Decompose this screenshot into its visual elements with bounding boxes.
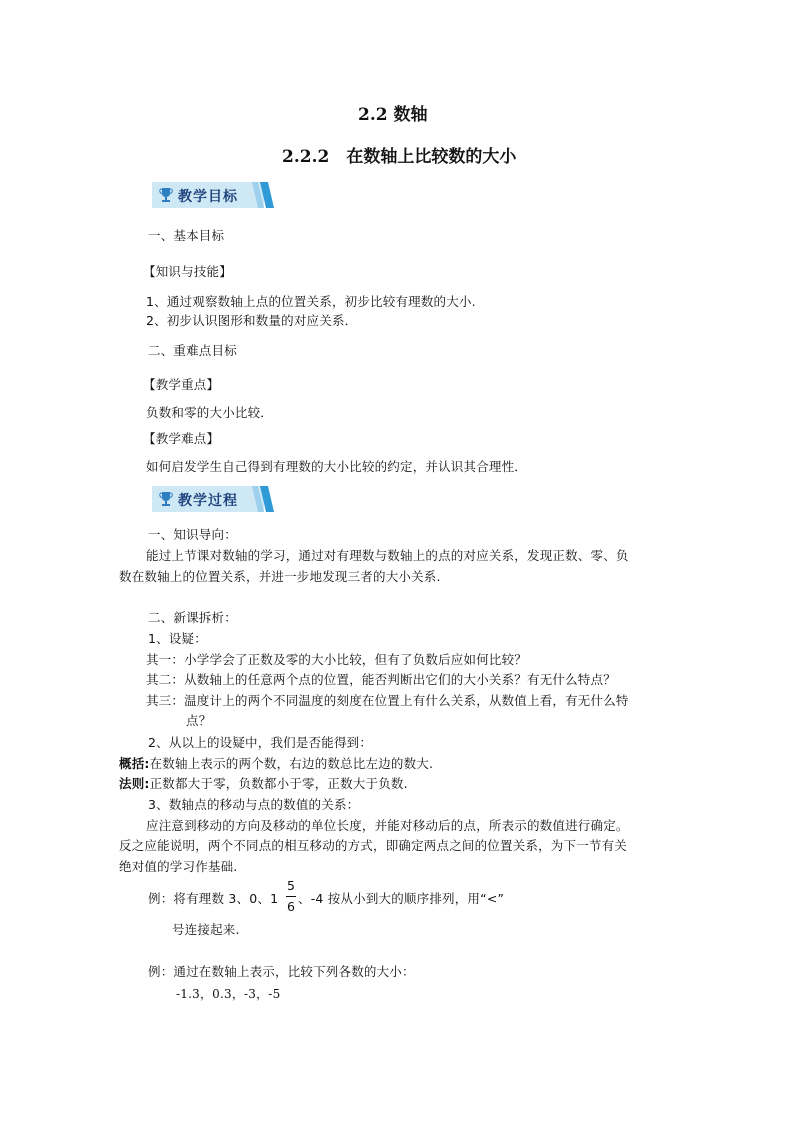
question-2: 其二：从数轴上的任意两个点的位置，能否判断出它们的大小关系？有无什么特点？ <box>146 672 616 687</box>
fraction-numerator: 5 <box>287 878 295 893</box>
knowledge-item-1: 1、通过观察数轴上点的位置关系，初步比较有理数的大小. <box>146 294 476 309</box>
focus-label: 【教学重点】 <box>143 377 220 392</box>
page-subtitle: 2.2.2 在数轴上比较数的大小 <box>282 147 517 167</box>
key-goal-heading: 二、重难点目标 <box>148 343 237 358</box>
teaching-goals-banner <box>152 182 274 208</box>
example-2-values: -1.3，0.3，-3，-5 <box>176 987 281 1001</box>
guide-paragraph-line-1: 能过上节课对数轴的学习，通过对有理数与数轴上的点的对应关系，发现正数、零、负 <box>146 548 629 563</box>
guide-heading: 一、知识导向： <box>148 527 237 542</box>
difficulty-text: 如何启发学生自己得到有理数的大小比较的约定，并认识其合理性． <box>146 459 528 474</box>
derive-heading: 2、从以上的设疑中，我们是否能得到： <box>148 735 373 750</box>
example-1-prefix: 例：将有理数 3、0、1 <box>148 891 279 906</box>
summary-line <box>119 754 433 772</box>
summary-label: 概括: <box>119 756 150 771</box>
example-1-line-2: 号连接起来. <box>172 922 240 937</box>
summary-text: 在数轴上表示的两个数，右边的数总比左边的数大. <box>149 756 434 771</box>
fraction-denominator: 6 <box>287 899 295 914</box>
focus-text: 负数和零的大小比较． <box>146 405 274 420</box>
example-2-line-1: 例：通过在数轴上表示，比较下列各数的大小： <box>148 964 415 979</box>
move-paragraph-line-1: 应注意到移动的方向及移动的单位长度，并能对移动后的点，所表示的数值进行确定。 <box>146 818 629 833</box>
question-heading: 1、设疑： <box>148 631 207 646</box>
move-paragraph-line-3: 绝对值的学习作基础. <box>119 859 238 874</box>
rule-label: 法则: <box>119 776 150 791</box>
new-lesson-heading: 二、新课拆析： <box>148 610 237 625</box>
page-title: 2.2 数轴 <box>358 105 428 125</box>
move-paragraph-line-2: 反之应能说明，两个不同点的相互移动的方式，即确定两点之间的位置关系，为下一节有关 <box>119 838 628 853</box>
move-heading: 3、数轴点的移动与点的数值的关系： <box>148 797 360 812</box>
fraction-bar <box>286 896 296 897</box>
banner-label: 教学目标 <box>178 189 238 205</box>
example-1-suffix: 、-4 按从小到大的顺序排列，用“<” <box>298 891 505 906</box>
banner-label: 教学过程 <box>178 493 238 509</box>
teaching-process-banner <box>152 486 274 512</box>
question-1: 其一：小学学会了正数及零的大小比较，但有了负数后应如何比较？ <box>146 652 528 667</box>
knowledge-item-2: 2、初步认识图形和数量的对应关系． <box>146 313 358 328</box>
knowledge-label: 【知识与技能】 <box>143 264 232 279</box>
rule-text: 正数都大于零，负数都小于零，正数大于负数. <box>149 776 408 791</box>
question-3-line-2: 点？ <box>186 713 212 728</box>
question-3-line-1: 其三：温度计上的两个不同温度的刻度在位置上有什么关系，从数值上看，有无什么特 <box>146 693 629 708</box>
difficulty-label: 【教学难点】 <box>143 431 220 446</box>
basic-goal-heading: 一、基本目标 <box>148 228 225 243</box>
rule-line <box>119 774 408 792</box>
guide-paragraph-line-2: 数在数轴上的位置关系，并进一步地发现三者的大小关系. <box>119 569 441 584</box>
